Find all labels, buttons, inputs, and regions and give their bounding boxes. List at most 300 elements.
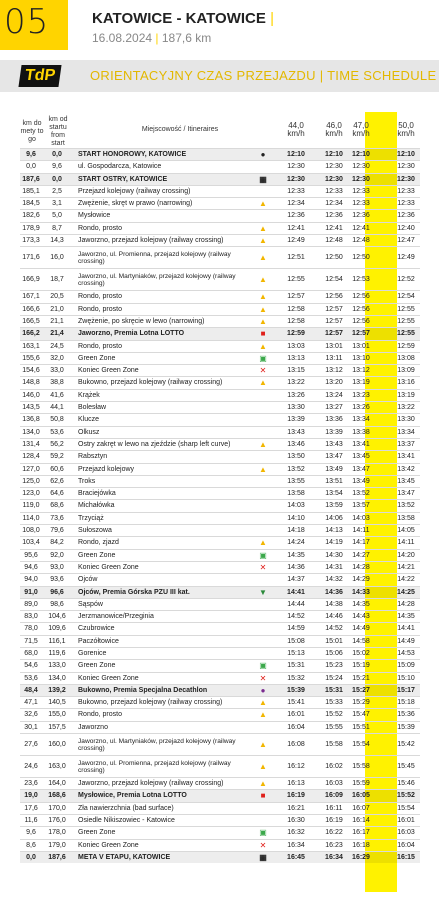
- table-row: [20, 499, 420, 511]
- km-from-start-cell: 168,6: [48, 792, 66, 800]
- time-speed-3-cell: 13:12: [352, 367, 370, 375]
- km-from-start-cell: 93,0: [50, 563, 64, 571]
- table-row: [20, 573, 420, 585]
- km-to-go-cell: 171,6: [22, 254, 40, 262]
- table-row: [20, 512, 420, 524]
- table-row: [20, 549, 420, 561]
- time-speed-2-cell: 16:23: [325, 841, 343, 849]
- time-speed-2-cell: 14:30: [325, 551, 343, 559]
- place-cell: Jaworzno, ul. Martyniaków, przejazd kolejowy (railway crossing): [78, 738, 236, 753]
- green-zone-icon: ▣: [259, 550, 267, 560]
- time-speed-1-cell: 12:51: [287, 254, 305, 262]
- km-from-start-cell: 179,0: [48, 841, 66, 849]
- time-speed-4-cell: 13:47: [397, 490, 415, 498]
- km-to-go-cell: 173,3: [22, 237, 40, 245]
- time-speed-4-cell: 13:19: [397, 391, 415, 399]
- time-speed-4-cell: 12:33: [397, 187, 415, 195]
- place-cell: Koniec Green Zone: [78, 563, 139, 571]
- time-speed-1-cell: 13:39: [287, 416, 305, 424]
- km-to-go-cell: 143,5: [22, 404, 40, 412]
- table-body: [20, 148, 420, 863]
- time-speed-4-cell: 14:49: [397, 637, 415, 645]
- place-cell: Jaworzno: [78, 723, 108, 731]
- time-speed-4-cell: 13:30: [397, 416, 415, 424]
- time-speed-1-cell: 16:01: [287, 711, 305, 719]
- table-row: [20, 160, 420, 172]
- time-speed-2-cell: 14:19: [325, 539, 343, 547]
- time-speed-3-cell: 13:23: [352, 391, 370, 399]
- table-row: [20, 364, 420, 376]
- time-speed-3-cell: 13:34: [352, 416, 370, 424]
- km-from-start-cell: 21,4: [50, 330, 64, 338]
- table-row: [20, 802, 420, 814]
- km-to-go-cell: 68,0: [24, 649, 38, 657]
- stage-number: 05: [4, 2, 50, 42]
- km-from-start-cell: 163,0: [48, 763, 66, 771]
- km-to-go-cell: 19,0: [24, 792, 38, 800]
- time-speed-1-cell: 12:30: [287, 175, 305, 183]
- time-speed-4-cell: 15:39: [397, 723, 415, 731]
- place-cell: Bukowno, przejazd kolejowy (railway crossing): [78, 379, 223, 387]
- time-speed-1-cell: 14:59: [287, 625, 305, 633]
- warning-icon: ▲: [259, 253, 267, 263]
- km-to-go-cell: 119,0: [22, 502, 40, 510]
- time-speed-3-cell: 14:49: [352, 625, 370, 633]
- time-speed-1-cell: 13:15: [287, 367, 305, 375]
- time-speed-1-cell: 14:44: [287, 600, 305, 608]
- km-from-start-cell: 98,6: [50, 600, 64, 608]
- km-from-start-cell: 178,0: [48, 829, 66, 837]
- time-speed-4-cell: 13:22: [397, 404, 415, 412]
- time-speed-3-cell: 14:17: [352, 539, 370, 547]
- km-to-go-cell: 166,2: [22, 330, 40, 338]
- time-speed-1-cell: 16:19: [287, 792, 305, 800]
- table-row: [20, 185, 420, 197]
- time-speed-3-cell: 12:30: [352, 175, 370, 183]
- table-row: [20, 268, 420, 290]
- route-title: KATOWICE - KATOWICE |: [92, 10, 274, 27]
- km-from-start-cell: 3,1: [52, 200, 62, 208]
- time-speed-1-cell: 12:41: [287, 224, 305, 232]
- table-row: [20, 622, 420, 634]
- time-speed-1-cell: 16:30: [287, 816, 305, 824]
- time-speed-4-cell: 14:21: [397, 563, 415, 571]
- place-cell: Ostry zakręt w lewo na zjeździe (sharp left curve): [78, 440, 231, 448]
- time-speed-2-cell: 12:30: [325, 175, 343, 183]
- time-speed-1-cell: 13:58: [287, 490, 305, 498]
- time-speed-4-cell: 14:11: [397, 539, 415, 547]
- table-row: [20, 463, 420, 475]
- time-speed-3-cell: 12:33: [352, 200, 370, 208]
- time-speed-4-cell: 15:52: [397, 792, 415, 800]
- place-cell: META V ETAPU, KATOWICE: [78, 853, 171, 861]
- time-speed-1-cell: 12:57: [287, 293, 305, 301]
- time-speed-1-cell: 16:04: [287, 723, 305, 731]
- time-speed-4-cell: 13:08: [397, 354, 415, 362]
- km-from-start-cell: 16,0: [50, 254, 64, 262]
- place-cell: Klucze: [78, 416, 100, 424]
- time-speed-4-cell: 15:45: [397, 763, 415, 771]
- table-row: [20, 696, 420, 708]
- km-from-start-cell: 109,6: [48, 625, 66, 633]
- time-speed-1-cell: 15:41: [287, 699, 305, 707]
- time-speed-2-cell: 15:01: [325, 637, 343, 645]
- time-speed-4-cell: 12:49: [397, 254, 415, 262]
- time-speed-3-cell: 13:52: [352, 490, 370, 498]
- place-cell: Koniec Green Zone: [78, 674, 139, 682]
- km-from-start-cell: 104,6: [48, 613, 66, 621]
- km-to-go-cell: 94,0: [24, 576, 38, 584]
- km-to-go-cell: 163,1: [22, 342, 40, 350]
- end-zone-icon: ✕: [259, 562, 267, 572]
- km-to-go-cell: 167,1: [22, 293, 40, 301]
- table-row: [20, 438, 420, 450]
- table-row: [20, 376, 420, 388]
- km-to-go-cell: 128,4: [22, 453, 40, 461]
- km-to-go-cell: 108,0: [22, 527, 40, 535]
- table-row: [20, 209, 420, 221]
- km-from-start-cell: 92,0: [50, 551, 64, 559]
- warning-icon: ▲: [259, 341, 267, 351]
- km-to-go-cell: 48,4: [24, 686, 38, 694]
- time-speed-2-cell: 15:06: [325, 649, 343, 657]
- place-cell: Green Zone: [78, 829, 116, 837]
- place-cell: Czubrowice: [78, 625, 115, 633]
- warning-icon: ▲: [259, 304, 267, 314]
- time-speed-1-cell: 14:35: [287, 551, 305, 559]
- warning-icon: ▲: [259, 292, 267, 302]
- time-speed-1-cell: 15:32: [287, 674, 305, 682]
- km-from-start-cell: 160,0: [48, 741, 66, 749]
- time-speed-2-cell: 12:54: [325, 276, 343, 284]
- warning-icon: ▲: [259, 762, 267, 772]
- time-speed-4-cell: 15:54: [397, 804, 415, 812]
- time-speed-1-cell: 13:03: [287, 342, 305, 350]
- place-cell: Rondo, zjazd: [78, 539, 119, 547]
- time-speed-4-cell: 14:05: [397, 527, 415, 535]
- time-speed-2-cell: 13:49: [325, 465, 343, 473]
- table-row: [20, 635, 420, 647]
- time-speed-3-cell: 12:48: [352, 237, 370, 245]
- time-speed-4-cell: 12:54: [397, 293, 415, 301]
- time-speed-3-cell: 15:02: [352, 649, 370, 657]
- km-from-start-cell: 93,6: [50, 576, 64, 584]
- time-speed-1-cell: 13:43: [287, 428, 305, 436]
- km-from-start-cell: 18,7: [50, 276, 64, 284]
- time-speed-3-cell: 14:43: [352, 613, 370, 621]
- warning-icon: ▲: [259, 223, 267, 233]
- time-speed-4-cell: 16:03: [397, 829, 415, 837]
- time-speed-4-cell: 13:52: [397, 502, 415, 510]
- time-speed-1-cell: 13:22: [287, 379, 305, 387]
- km-to-go-cell: 9,6: [26, 151, 36, 158]
- time-speed-2-cell: 12:41: [325, 224, 343, 232]
- time-speed-3-cell: 14:03: [352, 514, 370, 522]
- time-speed-3-cell: 13:47: [352, 465, 370, 473]
- km-to-go-cell: 8,6: [26, 841, 36, 849]
- place-cell: ul. Gospodarcza, Katowice: [78, 163, 162, 171]
- place-cell: Ojców, Premia Górska PZU III kat.: [78, 588, 190, 596]
- time-speed-3-cell: 12:36: [352, 212, 370, 220]
- time-speed-2-cell: 14:38: [325, 600, 343, 608]
- time-speed-4-cell: 14:22: [397, 576, 415, 584]
- time-speed-2-cell: 14:32: [325, 576, 343, 584]
- time-speed-4-cell: 12:36: [397, 212, 415, 220]
- start-flag-icon: ▦: [259, 174, 267, 184]
- time-speed-4-cell: 14:41: [397, 625, 415, 633]
- warning-icon: ▲: [259, 316, 267, 326]
- time-speed-4-cell: 13:45: [397, 477, 415, 485]
- time-speed-1-cell: 12:58: [287, 305, 305, 313]
- time-speed-4-cell: 14:20: [397, 551, 415, 559]
- km-to-go-cell: 103,4: [22, 539, 40, 547]
- warning-icon: ▲: [259, 698, 267, 708]
- time-speed-3-cell: 13:10: [352, 354, 370, 362]
- time-speed-1-cell: 16:13: [287, 780, 305, 788]
- time-speed-2-cell: 12:48: [325, 237, 343, 245]
- km-from-start-cell: 50,8: [50, 416, 64, 424]
- km-to-go-cell: 123,0: [22, 490, 40, 498]
- km-from-start-cell: 84,2: [50, 539, 64, 547]
- green-zone-icon: ▣: [259, 353, 267, 363]
- warning-icon: ▲: [259, 378, 267, 388]
- km-from-start-cell: 68,6: [50, 502, 64, 510]
- time-speed-4-cell: 12:55: [397, 305, 415, 313]
- km-from-start-cell: 164,0: [48, 780, 66, 788]
- warning-icon: ▲: [259, 199, 267, 209]
- km-to-go-cell: 9,6: [26, 829, 36, 837]
- warning-icon: ▲: [259, 538, 267, 548]
- time-speed-2-cell: 12:10: [325, 151, 343, 158]
- time-speed-2-cell: 13:36: [325, 416, 343, 424]
- place-cell: Rabsztyn: [78, 453, 108, 461]
- time-speed-4-cell: 12:47: [397, 237, 415, 245]
- time-speed-3-cell: 14:33: [352, 588, 370, 596]
- time-speed-3-cell: 13:19: [352, 379, 370, 387]
- place-cell: Troks: [78, 477, 96, 485]
- km-from-start-cell: 56,2: [50, 440, 64, 448]
- km-to-go-cell: 185,1: [22, 187, 40, 195]
- time-speed-1-cell: 13:55: [287, 477, 305, 485]
- time-speed-2-cell: 13:12: [325, 367, 343, 375]
- green-zone-icon: ▣: [259, 661, 267, 671]
- km-from-start-cell: 73,6: [50, 514, 64, 522]
- km-from-start-cell: 38,8: [50, 379, 64, 387]
- table-row: [20, 647, 420, 659]
- time-speed-2-cell: 12:33: [325, 187, 343, 195]
- time-speed-2-cell: 13:27: [325, 404, 343, 412]
- time-speed-2-cell: 14:06: [325, 514, 343, 522]
- km-from-start-cell: 9,6: [52, 163, 62, 171]
- time-speed-4-cell: 12:55: [397, 317, 415, 325]
- place-cell: Koniec Green Zone: [78, 367, 139, 375]
- end-zone-icon: ✕: [259, 673, 267, 683]
- km-to-go-cell: 89,0: [24, 600, 38, 608]
- time-speed-2-cell: 16:19: [325, 816, 343, 824]
- time-speed-3-cell: 12:53: [352, 276, 370, 284]
- km-from-start-cell: 79,6: [50, 527, 64, 535]
- table-row: [20, 340, 420, 352]
- route-subtitle: 16.08.2024 | 187,6 km: [92, 31, 212, 45]
- time-speed-3-cell: 12:56: [352, 305, 370, 313]
- place-cell: Jaworzno, ul. Promienna, przejazd kolejowy (railway crossing): [78, 251, 231, 266]
- time-speed-3-cell: 12:57: [352, 330, 370, 338]
- mountain-icon: ▼: [259, 587, 267, 597]
- km-from-start-cell: 41,6: [50, 391, 64, 399]
- place-cell: Gorenice: [78, 649, 107, 657]
- time-speed-1-cell: 14:36: [287, 563, 305, 571]
- km-to-go-cell: 17,6: [24, 804, 38, 812]
- place-cell: Michałówka: [78, 502, 115, 510]
- time-speed-3-cell: 12:30: [352, 163, 370, 171]
- time-speed-3-cell: 13:26: [352, 404, 370, 412]
- km-to-go-cell: 146,0: [22, 391, 40, 399]
- place-cell: Jaworzno, przejazd kolejowy (railway crossing): [78, 780, 224, 788]
- time-speed-3-cell: 12:41: [352, 224, 370, 232]
- place-cell: Bukowno, Premia Specjalna Decathlon: [78, 686, 208, 694]
- col-speed-1: 44,0 km/h: [287, 121, 305, 138]
- table-row: [20, 684, 420, 696]
- table-row: [20, 197, 420, 209]
- time-speed-4-cell: 12:55: [397, 330, 415, 338]
- time-speed-1-cell: 16:45: [287, 853, 305, 861]
- place-cell: Sąspów: [78, 600, 103, 608]
- header: [0, 0, 439, 60]
- time-speed-1-cell: 13:50: [287, 453, 305, 461]
- place-cell: Mysłowice, Premia Lotna LOTTO: [78, 792, 187, 800]
- time-speed-1-cell: 12:30: [287, 163, 305, 171]
- km-from-start-cell: 116,1: [48, 637, 66, 645]
- time-speed-2-cell: 13:01: [325, 342, 343, 350]
- time-speed-2-cell: 14:46: [325, 613, 343, 621]
- time-speed-2-cell: 13:39: [325, 428, 343, 436]
- time-speed-1-cell: 14:37: [287, 576, 305, 584]
- time-speed-2-cell: 12:50: [325, 254, 343, 262]
- time-speed-4-cell: 15:36: [397, 711, 415, 719]
- km-from-start-cell: 59,2: [50, 453, 64, 461]
- time-speed-3-cell: 15:54: [352, 741, 370, 749]
- km-to-go-cell: 182,6: [22, 212, 40, 220]
- table-row: [20, 352, 420, 364]
- green-zone-icon: ▣: [259, 828, 267, 838]
- time-speed-1-cell: 12:58: [287, 317, 305, 325]
- place-cell: Rondo, prosto: [78, 305, 122, 313]
- km-to-go-cell: 11,6: [24, 816, 38, 824]
- km-from-start-cell: 44,1: [50, 404, 64, 412]
- time-speed-1-cell: 16:08: [287, 741, 305, 749]
- place-cell: Osiedle Nikiszowiec - Katowice: [78, 816, 175, 824]
- place-cell: Mysłowice: [78, 212, 111, 220]
- table-row: [20, 536, 420, 548]
- place-cell: Koniec Green Zone: [78, 841, 139, 849]
- col-km-to-go: km do mety to go: [20, 120, 44, 143]
- place-cell: Jaworzno, ul. Martyniaków, przejazd kolejowy (railway crossing): [78, 273, 236, 288]
- time-speed-2-cell: 13:47: [325, 453, 343, 461]
- time-speed-1-cell: 14:03: [287, 502, 305, 510]
- warning-icon: ▲: [259, 439, 267, 449]
- km-from-start-cell: 5,0: [52, 212, 62, 220]
- time-speed-2-cell: 16:09: [325, 792, 343, 800]
- time-speed-4-cell: 13:09: [397, 367, 415, 375]
- time-speed-2-cell: 15:23: [325, 662, 343, 670]
- time-speed-1-cell: 12:36: [287, 212, 305, 220]
- time-speed-3-cell: 14:27: [352, 551, 370, 559]
- warning-icon: ▲: [259, 236, 267, 246]
- table-row: [20, 290, 420, 302]
- table-row: [20, 389, 420, 401]
- table-row: [20, 401, 420, 413]
- time-speed-3-cell: 12:33: [352, 187, 370, 195]
- time-speed-2-cell: 15:55: [325, 723, 343, 731]
- table-row: [20, 475, 420, 487]
- time-speed-2-cell: 13:24: [325, 391, 343, 399]
- km-from-start-cell: 24,5: [50, 342, 64, 350]
- km-to-go-cell: 166,5: [22, 317, 40, 325]
- warning-icon: ▲: [259, 740, 267, 750]
- time-speed-1-cell: 16:21: [287, 804, 305, 812]
- time-speed-3-cell: 15:21: [352, 674, 370, 682]
- time-speed-4-cell: 16:15: [397, 853, 415, 861]
- time-speed-3-cell: 13:57: [352, 502, 370, 510]
- km-to-go-cell: 155,6: [22, 354, 40, 362]
- km-from-start-cell: 157,5: [48, 723, 66, 731]
- time-speed-3-cell: 16:29: [352, 853, 370, 861]
- km-to-go-cell: 23,6: [24, 780, 38, 788]
- schedule-title: ORIENTACYJNY CZAS PRZEJAZDU | TIME SCHEDULE: [90, 68, 437, 83]
- table-row: [20, 721, 420, 733]
- time-speed-3-cell: 15:27: [352, 686, 370, 694]
- table-row: [20, 303, 420, 315]
- time-speed-4-cell: 15:17: [397, 686, 415, 694]
- table-row: [20, 222, 420, 234]
- time-speed-3-cell: 14:29: [352, 576, 370, 584]
- km-to-go-cell: 178,9: [22, 224, 40, 232]
- time-speed-1-cell: 14:24: [287, 539, 305, 547]
- km-to-go-cell: 27,6: [24, 741, 38, 749]
- km-to-go-cell: 0,0: [26, 163, 36, 171]
- time-speed-4-cell: 12:40: [397, 224, 415, 232]
- place-cell: Green Zone: [78, 662, 116, 670]
- time-speed-3-cell: 16:17: [352, 829, 370, 837]
- km-from-start-cell: 0,0: [52, 175, 62, 183]
- time-speed-3-cell: 14:35: [352, 600, 370, 608]
- table-row: [20, 450, 420, 462]
- place-cell: Jaworzno, Premia Lotna LOTTO: [78, 330, 185, 338]
- time-speed-1-cell: 13:46: [287, 440, 305, 448]
- time-speed-3-cell: 13:49: [352, 477, 370, 485]
- time-speed-2-cell: 13:11: [325, 354, 343, 362]
- km-to-go-cell: 166,6: [22, 305, 40, 313]
- table-row: [20, 524, 420, 536]
- km-to-go-cell: 54,6: [24, 662, 38, 670]
- km-from-start-cell: 140,5: [48, 699, 66, 707]
- time-speed-4-cell: 15:10: [397, 674, 415, 682]
- table-row: [20, 487, 420, 499]
- title-band: [0, 60, 439, 92]
- place-cell: Bolesław: [78, 404, 107, 412]
- col-speed-2: 46,0 km/h: [325, 121, 343, 138]
- col-speed-4: 50,0 km/h: [397, 121, 415, 138]
- stage-distance: 187,6 km: [161, 31, 212, 45]
- time-speed-3-cell: 12:50: [352, 254, 370, 262]
- time-speed-3-cell: 16:18: [352, 841, 370, 849]
- time-speed-4-cell: 13:34: [397, 428, 415, 436]
- km-from-start-cell: 14,3: [50, 237, 64, 245]
- km-to-go-cell: 47,1: [24, 699, 38, 707]
- km-from-start-cell: 96,6: [50, 588, 64, 596]
- km-to-go-cell: 94,6: [24, 563, 38, 571]
- warning-icon: ▲: [259, 710, 267, 720]
